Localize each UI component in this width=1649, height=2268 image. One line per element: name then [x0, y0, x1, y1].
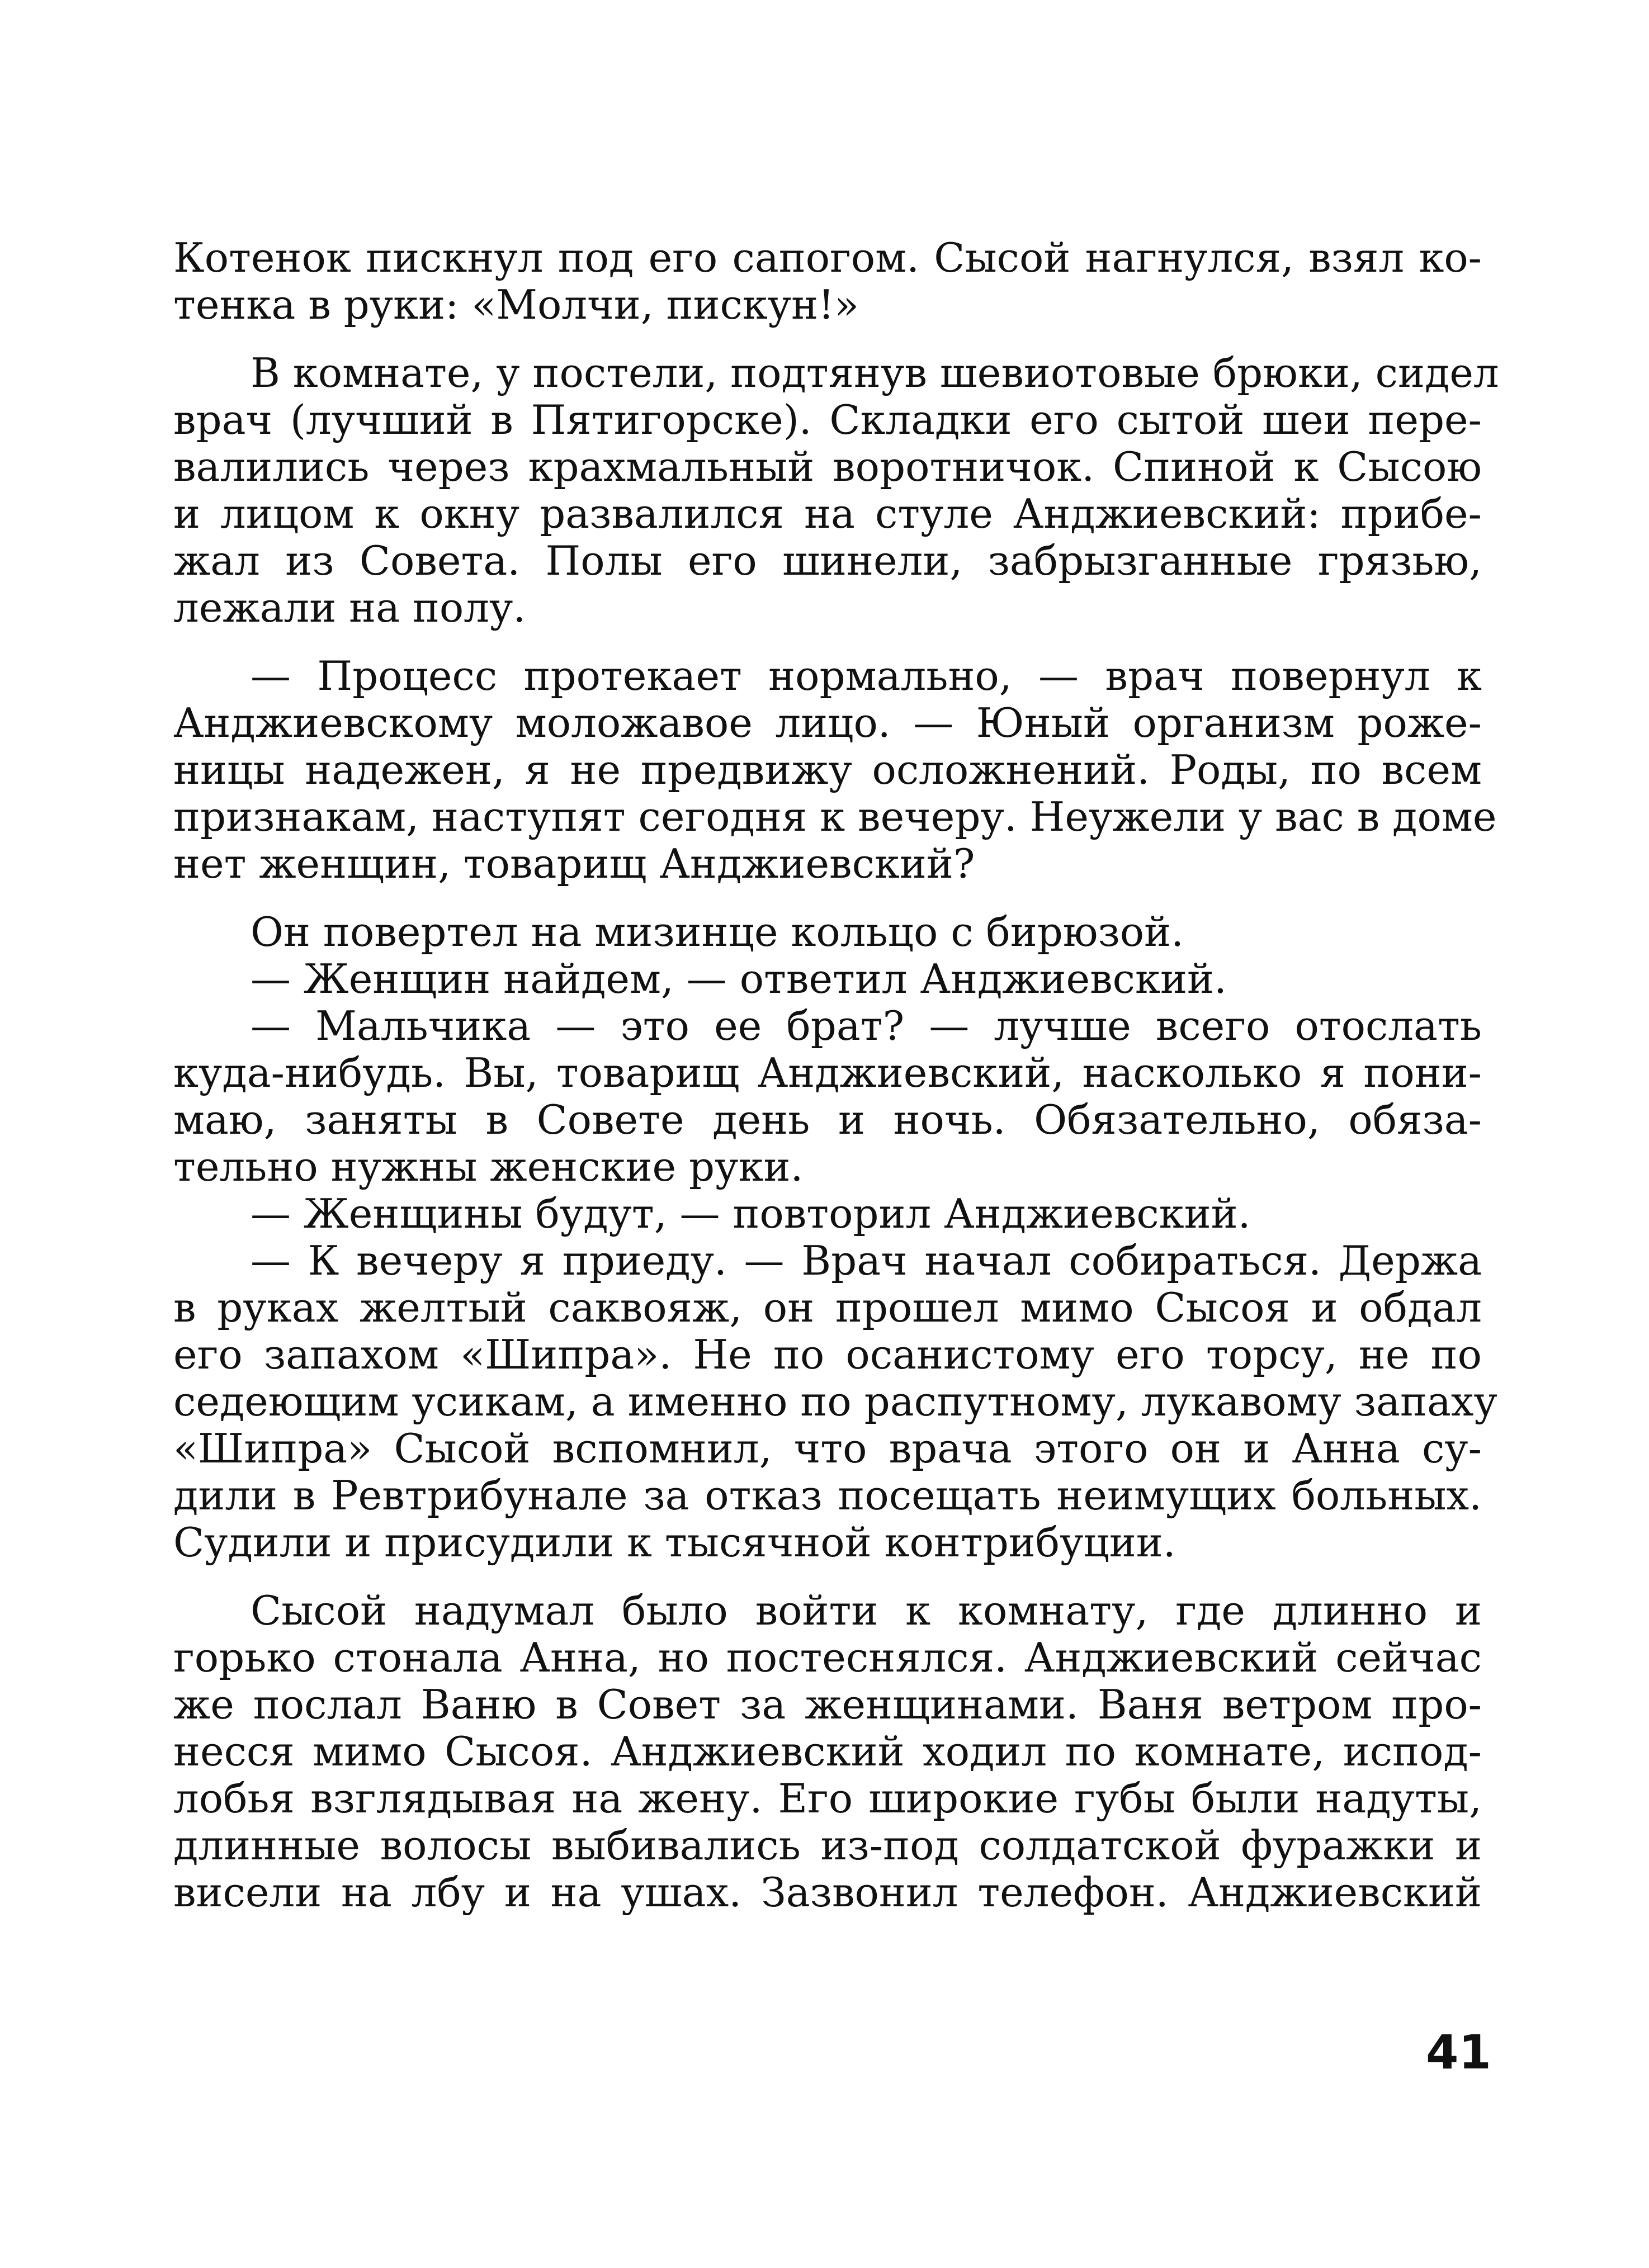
text-line: тенка в руки: «Молчи, пискун!» [173, 281, 859, 328]
paragraph-line: — Процесс протекает нормально, — врач повернул к [251, 652, 1482, 699]
text-line: ницы надежен, я не предвижу осложнений. Роды, по всем [173, 746, 1482, 793]
text-line: Котенок пискнул под его сапогом. Сысой нагнулся, взял ко- [173, 234, 1482, 281]
text-line: куда-нибудь. Вы, товарищ Анджиевский, насколько я пони- [173, 1049, 1482, 1096]
paragraph-line: В комнате, у постели, подтянув шевиотовые брюки, сидел [251, 349, 1499, 396]
text-line: тельно нужны женские руки. [173, 1143, 804, 1190]
text-line: Анджиевскому моложавое лицо. — Юный организм роже- [173, 699, 1482, 746]
paragraph-line: Он повертел на мизинце кольцо с бирюзой. [251, 908, 1184, 955]
paragraph-line: Сысой надумал было войти к комнату, где длинно и [251, 1587, 1482, 1634]
page-number: 41 [1426, 2025, 1491, 2080]
paragraph-line: — К вечеру я приеду. — Врач начал собираться. Держа [251, 1237, 1482, 1284]
text-line: лежали на полу. [173, 584, 526, 631]
paragraph-line: — Мальчика — это ее брат? — лучше всего отослать [251, 1002, 1482, 1049]
text-line: висели на лбу и на ушах. Зазвонил телефон. Анджиевский [173, 1869, 1482, 1916]
text-line: горько стонала Анна, но постеснялся. Анджиевский сейчас [173, 1634, 1482, 1681]
text-line: и лицом к окну развалился на стуле Анджиевский: прибе- [173, 490, 1482, 537]
text-line: Судили и присудили к тысячной контрибуции. [173, 1519, 1176, 1566]
text-line: маю, заняты в Совете день и ночь. Обязательно, обяза- [173, 1096, 1482, 1143]
text-line: жал из Совета. Полы его шинели, забрызганные грязью, [173, 537, 1482, 584]
text-line: валились через крахмальный воротничок. Спиной к Сысою [173, 443, 1482, 490]
text-line: признакам, наступят сегодня к вечеру. Неужели у вас в доме [173, 793, 1497, 840]
text-line: дили в Ревтрибунале за отказ посещать неимущих больных. [173, 1472, 1482, 1519]
text-line: нет женщин, товарищ Анджиевский? [173, 840, 975, 887]
text-line: длинные волосы выбивались из-под солдатской фуражки и [173, 1822, 1482, 1869]
paragraph-line: — Женщин найдем, — ответил Анджиевский. [251, 955, 1227, 1002]
text-line: же послал Ваню в Совет за женщинами. Ваня ветром про- [173, 1681, 1482, 1728]
text-line: седеющим усикам, а именно по распутному, лукавому запаху [173, 1378, 1497, 1425]
text-line: его запахом «Шипра». Не по осанистому его торсу, не по [173, 1331, 1482, 1378]
text-line: лобья взглядывая на жену. Его широкие губы были надуты, [173, 1775, 1482, 1822]
book-page-text [173, 233, 1499, 2077]
text-line: «Шипра» Сысой вспомнил, что врача этого он и Анна су- [173, 1425, 1482, 1472]
text-line: врач (лучший в Пятигорске). Складки его сытой шеи пере- [173, 396, 1482, 443]
text-line: несся мимо Сысоя. Анджиевский ходил по комнате, испод- [173, 1728, 1482, 1775]
text-line: в руках желтый саквояж, он прошел мимо Сысоя и обдал [173, 1284, 1482, 1331]
paragraph-line: — Женщины будут, — повторил Анджиевский. [251, 1190, 1251, 1237]
